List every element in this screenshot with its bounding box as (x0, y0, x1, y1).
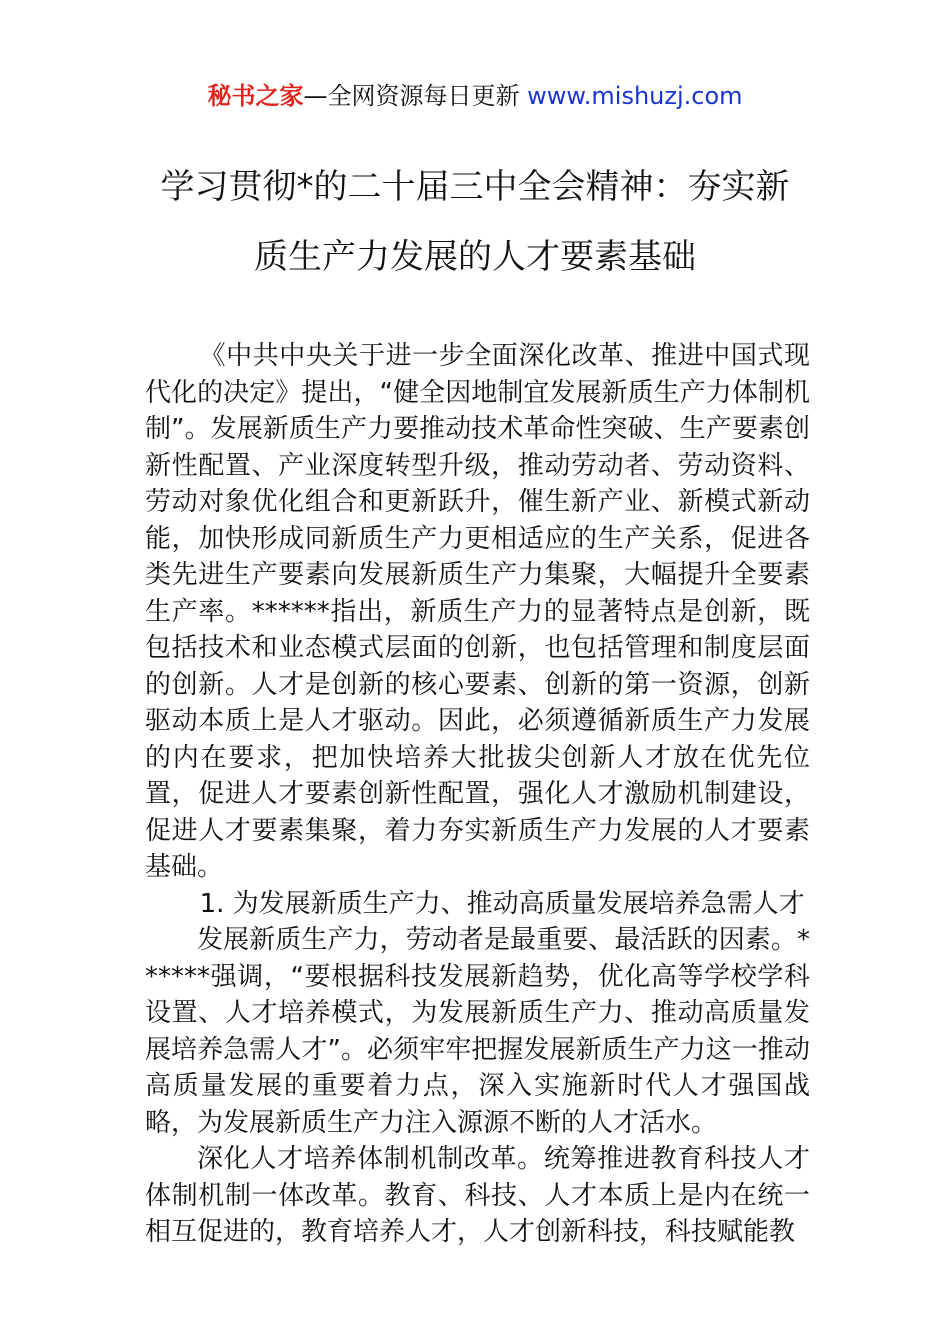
site-url-link[interactable]: www.mishuzj.com (527, 82, 743, 110)
body-paragraph: 发展新质生产力，劳动者是最重要、最活跃的因素。******强调，“要根据科技发展新趋势，优化高等学校学科设置、人才培养模式，为发展新质生产力、推动高质量发展培养急需人才”。必须牢牢把握发展新质生产力这一推动高质量发展的重要着力点，深入实施新时代人才强国战略，为发展新质生产力注入源源不断的人才活水。 (145, 925, 810, 1138)
document-title (100, 152, 850, 292)
body-paragraph: 深化人才培养体制机制改革。统筹推进教育科技人才体制机制一体改革。教育、科技、人才本质上是内在统一相互促进的，教育培养人才，人才创新科技，科技赋能教 (145, 1144, 810, 1247)
title-line-1: 学习贯彻*的二十届三中全会精神：夯实新 (160, 167, 790, 207)
document-body (145, 338, 810, 1251)
site-brand: 秘书之家 (207, 82, 304, 110)
site-header (0, 80, 950, 112)
site-tagline: —全网资源每日更新 (303, 82, 528, 110)
title-line-2: 质生产力发展的人才要素基础 (254, 237, 696, 277)
section-heading-1: 1. 为发展新质生产力、推动高质量发展培养急需人才 (199, 888, 805, 919)
intro-paragraph: 《中共中央关于进一步全面深化改革、推进中国式现代化的决定》提出，“健全因地制宜发展新质生产力体制机制”。发展新质生产力要推动技术革命性突破、生产要素创新性配置、产业深度转型升级，推动劳动者、劳动资料、劳动对象优化组合和更新跃升，催生新产业、新模式新动能，加快形成同新质生产力更相适应的生产关系，促进各类先进生产要素向发展新质生产力集聚，大幅提升全要素生产率。******指出，新质生产力的显著特点是创新，既包括技术和业态模式层面的创新，也包括管理和制度层面的创新。人才是创新的核心要素、创新的第一资源，创新驱动本质上是人才驱动。因此，必须遵循新质生产力发展的内在要求，把加快培养大批拔尖创新人才放在优先位置，促进人才要素创新性配置，强化人才激励机制建设，促进人才要素集聚，着力夯实新质生产力发展的人才要素基础。 (145, 341, 810, 882)
